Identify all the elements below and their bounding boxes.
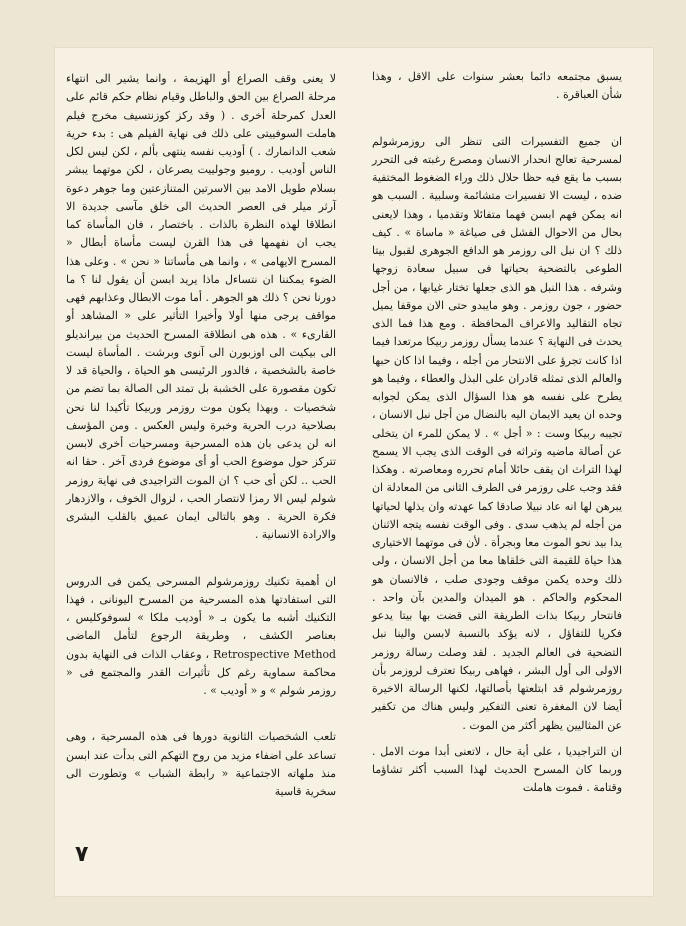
paragraph: ان أهمية تكنيك روزمرشولم المسرحى يكمن فى الدروس التى استفادتها هذه المسرحية من المسرح اليونانى ، فهذا التكنيك أشبه ما يكون بـ « أوديب ملكا » لسوفوكليس ، بعناصر الكشف ، وطريقة الرجوع لتأمل الماضى Retrospective Method ، وعقاب الذات فى النهاية بدون محاكمة سماوية رغم كل تأثيرات القدر والمجتمع فى « روزمر شولم » و « أوديب » . (66, 574, 336, 697)
right-text-column (372, 68, 622, 812)
paragraph: يسبق مجتمعه دائما بعشر سنوات على الاقل ، وهذا شأن العباقرة . (372, 70, 622, 102)
paragraph: ان التراجيديا ، على أية حال ، لاتعنى أبدا موت الامل . وربما كان المسرح الحديث لهذا السبب أكثر تشاؤما وقتامة . فموت هاملت (372, 744, 622, 795)
paragraph: لا يعنى وقف الصراع أو الهزيمة ، وانما يشير الى انتهاء مرحلة الصراع بين الحق والباطل وقيام نظام حكم قائم على العدل كمرحلة أخرى . ( وقد ركز كوزنتسيف مخرج فيلم هاملت السوفييتى على ذلك فى نهاية الفيلم هى : بدء حرية شعب الدانمارك . ) أوديب نفسه ينتهى بألم ، لكن ليس لكل الناس أوديب . روميو وجولييت يصرعان ، لكن موتهما يبشر بسلام طويل الامد بين الاسرتين المتنازعتين وما جوهر دعوة آرثر ميلر فى العصر الحديث الى خلق مآسى جديدة الا انطلاقا لهذه النظرة بالذات . باختصار ، فان المأساة كما يجب ان نفهمها فى هذا القرن ليست مأساة أبطال « المسرح الايهامى » ، وانما هى مأساتنا « نحن » . وعلى هذا الضوء يمكننا ان نتساءل ماذا يريد ابسن أن يقول لنا ؟ ما دورنا نحن ؟ ذلك هو الجوهر . أما موت الابطال وعذابهم فهى مواقف يرجى منها أولا وأخيرا التأثير على « المشاهد أو القارىء » . هذه هى انطلاقة المسرح الحديث من بيرانديلو الى بيكيت الى اوزبورن الى آنوى وبرشت . المأساة ليست خاصة بالشخصية ، فالدور الرئيسى هو الحياة ، والحياة قد لا تكون مقصورة على الخشبة بل تمتد الى الصالة بما تضم من شخصيات . وبهذا يكون موت روزمر وربيكا تأكيدا لنا نحن بصلاحية درب الحرية وخبرة وليس العكس . ومن المؤسف انه لن يدعى بان هذه المسرحية ومسرحيات أخرى لابسن تتركز حول موضوع الحب أو أى موضوع فردى آخر . حقا انه الحب .. لكن أى حب ؟ ان الموت التراجيدى فى نهاية روزمر شولم ليس الا رمزا لانتصار الحب ، لزوال الخوف ، والازدهار فكرة الحرية . وهو بالتالى ايمان عميق بالقلب البشرى والارادة الانسانية . (66, 72, 336, 542)
paragraph: تلعب الشخصيات الثانوية دورها فى هذه المسرحية ، وهى تساعد على اضفاء مزيد من روح التهكم التى بدأت عند ابسن منذ ملهاته الاجتماعية « رابطة الشباب » وتطورت الى سخرية قاسية (66, 730, 336, 798)
paragraph: ان جميع التفسيرات التى تنظر الى روزمرشولم لمسرحية تعالج انحدار الانسان ومصرع رغبته فى التحرر بسبب ما يقع فيه حظا حلال ذلك وراء الضغوط المختفية ضده ، ليست الا تفسيرات متشائمة وسلبية . السبب هو انه يمكن فهم ابسن فهما متفائلا وتقدميا ، وهذا لايعنى بحال من الاحوال الفشل فى صياغة « ماساة » . كيف ذلك ؟ ان نبل الى روزمر هو الدافع الجوهرى لقبول بيتا الطوعى بالتضحية بحياتها فى سبيل سعادة زوجها وشرفه . هذا النبل هو الذى جعلها تختار غيابها ، من أجل حضور ، جون روزمر . وهو مايبدو حتى الان موقفا يميل تجاه التقاليد والاعراف المحافظة . ومع هذا فما الذى يحدث فى النهاية ؟ عندما يسأل روزمر ربيكا مرتعدا فيما اذا كانت تجرؤ على الانتحار من أجله ، وفيما اذا كان حبها والعالم الذى تمثله قادران على البذل والعطاء ، وفيما هو يطرح على نفسه هو هذا السؤال الذى يمكن لجوابه وحده ان يعيد الايمان اليه بالنضال من أجل نبل الانسان ، تجيبه ربيكا وست : « أجل » . لا يمكن للمرء ان يتخلى عن أصالة ماضيه وتراثه فى الوقت الذى يجب الا يسمح لهذا التراث ان يقف حائلا أمام تحرره ومعاصرته . وهكذا فقد وجب على روزمر فى الطرف الثانى من المعادلة ان يبرهن لها انه عاد نبيلا صادقا كما عهدته وان يذلها لحياتها من أجله لم يذهب سدى . وفى الوقت نفسه يتجه الاثنان يدا بيد نحو الموت معا وبجرأة . لأن فى موتهما الاختيارى هذا حياة للقيمة التى خلقاها معا من أجل الانسان ، ولى ذلك وحده يكمن موقف وجودى صلب ، فالانسان هو المحكوم والحاكم . هو الميدان والمدين بآن واحد . فانتحار ربيكا بذات الطريقة التى قضت بها بيتا يدعو فكريا للتفاؤل ، لانه يؤكد بالنسبة لابسن والينا نبل التضحية فى العالم الجديد . لقد وصلت رسالة روزمر الاولى الى أول البشر ، فهاهى ربيكا تعترف لروزمر بأن روزمرشولم قد ابتلعتها بأصالتها، لكنها الرسالة الاخيرة أيضا لان المغفرة تعنى التفكير وليس هناك من تكفير عن المثاليين يظهر أكثر من الموت . (372, 134, 622, 732)
left-text-column (66, 70, 336, 815)
page-number: ٧ (75, 842, 89, 867)
